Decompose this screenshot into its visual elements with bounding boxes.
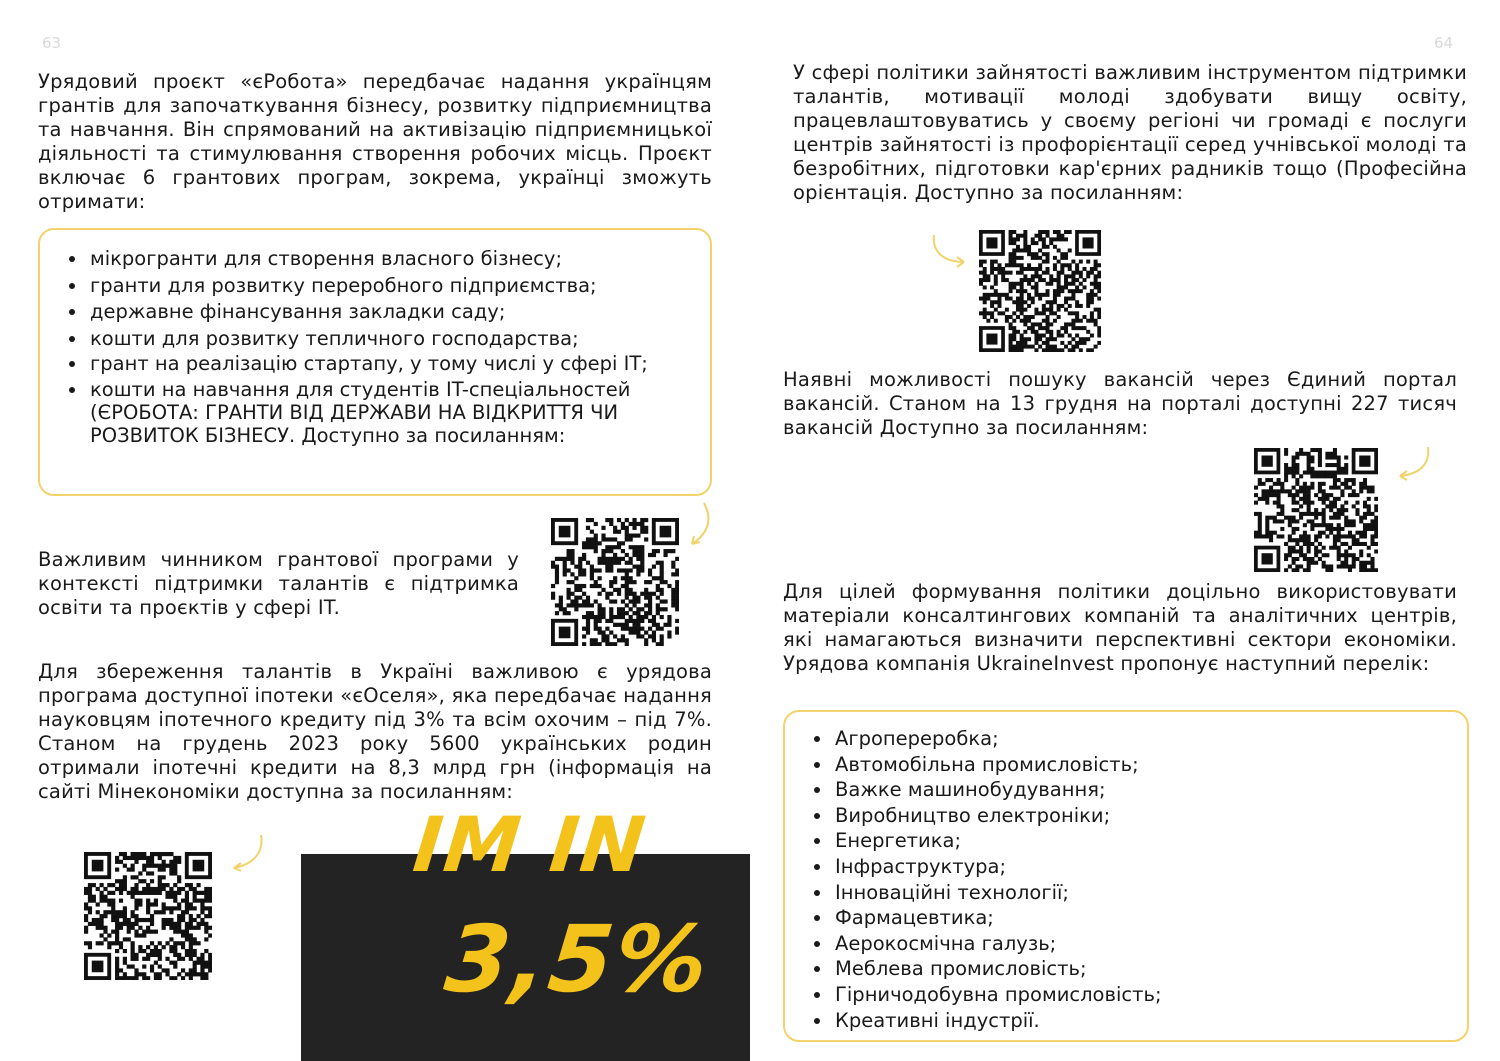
- slogan-line-2: 3,5%: [440, 906, 715, 1013]
- list-item: • Інфраструктура;: [833, 854, 1467, 880]
- curved-arrow-icon: [1394, 444, 1434, 484]
- list-item: • кошти для розвитку тепличного господарства;: [88, 326, 682, 353]
- list-item: • Фармацевтика;: [833, 905, 1467, 931]
- sectors-list: [785, 726, 1467, 1033]
- list-item: • грант на реалізацію стартапу, у тому числі у сфері IT;: [88, 352, 682, 375]
- list-item: • державне фінансування закладки саду;: [88, 299, 682, 326]
- vacancies-paragraph: Наявні можливості пошуку вакансій через Єдиний портал вакансій. Станом на 13 грудня на порталі доступні 227 тисяч вакансій Доступно за посиланням:: [783, 368, 1457, 439]
- page-number-right: 64: [1434, 34, 1454, 52]
- list-item: • Автомобільна промисловість;: [833, 752, 1467, 778]
- curved-arrow-icon: [928, 232, 972, 272]
- qr-code-icon[interactable]: [84, 852, 212, 984]
- sectors-intro-paragraph: Для цілей формування політики доцільно використовувати матеріали консалтингових компаній та аналітичних центрів, які намагаються визначити перспективні сектори економіки. Урядова компанія UkraineInvest пропонує наступний перелік:: [783, 580, 1457, 675]
- list-item: • Меблева промисловість;: [833, 956, 1467, 982]
- list-item: • Аерокосмічна галузь;: [833, 931, 1467, 957]
- curved-arrow-icon: [686, 500, 716, 550]
- it-support-paragraph: Важливим чинником грантової програми у контексті підтримки талантів є підтримка освіти та проєктів у сфері IT.: [38, 548, 519, 619]
- slogan-line-1: IM IN: [409, 800, 651, 889]
- list-item: • кошти на навчання для студентів IT-спеціальностей (ЄРОБОТА: ГРАНТИ ВІД ДЕРЖАВИ НА ВІДКРИТТЯ ЧИ РОЗВИТОК БІЗНЕСУ. Доступно за посиланням:: [88, 378, 682, 447]
- list-item: • Агропереробка;: [833, 726, 1467, 752]
- list-item: • гранти для розвитку переробного підприємства;: [88, 273, 682, 300]
- curved-arrow-icon: [228, 832, 268, 872]
- list-item: • Енергетика;: [833, 828, 1467, 854]
- mortgage-paragraph: Для збереження талантів в Україні важливою є урядова програма доступної іпотеки «єОселя», яка передбачає надання науковцям іпотечного кредиту під 3% та всім охочим – під 7%. Станом на грудень 2023 року 5600 українських родин отримали іпотечні кредити на 8,3 млрд грн (інформація на сайті Мінекономіки доступна за посиланням:: [38, 660, 712, 803]
- list-item: • Виробництво електроніки;: [833, 803, 1467, 829]
- qr-code-icon[interactable]: [551, 518, 679, 650]
- list-item: • Інноваційні технології;: [833, 880, 1467, 906]
- employment-paragraph: У сфері політики зайнятості важливим інструментом підтримки талантів, мотивації молоді здобувати вищу освіту, працевлаштовуватись у своєму регіоні чи громаді є послуги центрів зайнятості із профорієнтації серед учнівської молоді та безробітних, підготовки кар'єрних радників тощо (Професійна орієнтація. Доступно за посиланням:: [793, 61, 1467, 204]
- qr-code-icon[interactable]: [1254, 448, 1378, 576]
- list-item: • мікрогранти для створення власного бізнесу;: [88, 246, 682, 273]
- grants-box: [38, 228, 712, 496]
- sectors-box: [783, 710, 1469, 1042]
- list-item: • Гірничодобувна промисловість;: [833, 982, 1467, 1008]
- qr-code-icon[interactable]: [979, 230, 1101, 356]
- grants-list: [40, 246, 682, 447]
- intro-paragraph: Урядовий проєкт «єРобота» передбачає надання українцям грантів для започаткування бізнесу, розвитку підприємництва та навчання. Він спрямований на активізацію підприємницької діяльності та стимулювання створення робочих місць. Проєкт включає 6 грантових програм, зокрема, українці зможуть отримати:: [38, 70, 712, 213]
- list-item: • Креативні індустрії.: [833, 1008, 1467, 1034]
- list-item: • Важке машинобудування;: [833, 777, 1467, 803]
- page-number-left: 63: [42, 34, 62, 52]
